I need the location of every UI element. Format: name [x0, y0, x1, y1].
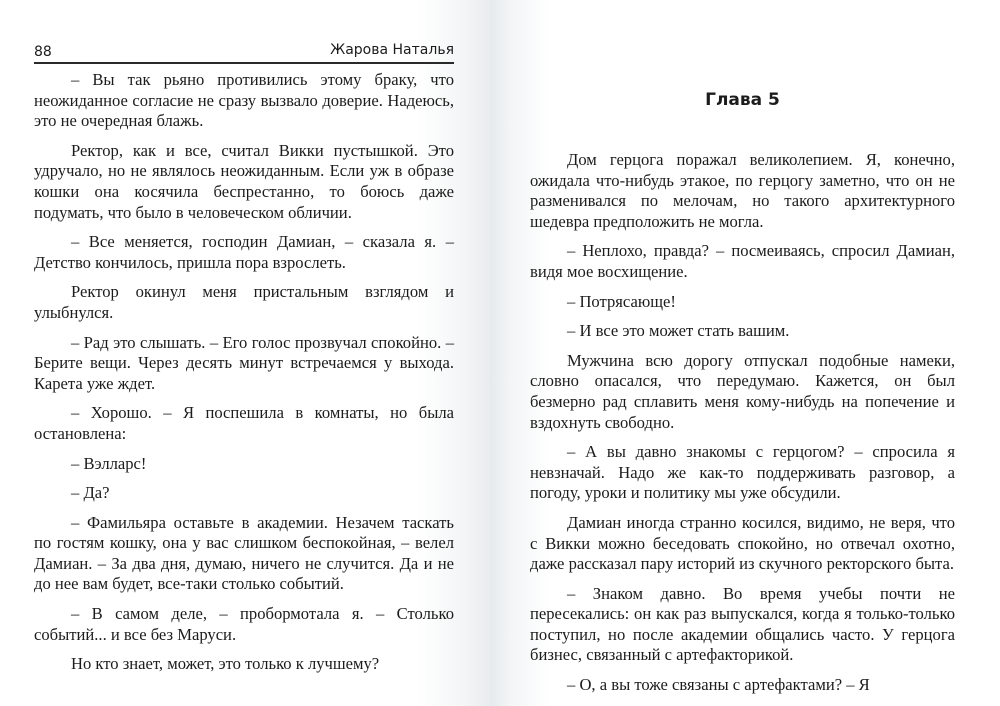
paragraph: Мужчина всю дорогу отпускал подобные намеки, словно опасался, что передумаю. Кажется, он был безмерно рад сплавить меня кому-нибудь на попечение и вздохнуть свободно. — [530, 350, 955, 432]
paragraph: – Вэлларс! — [71, 453, 147, 473]
paragraph: – Знаком давно. Во время учебы почти не пересекались: он как раз выпускался, когда я только-только поступил, но после академии общались часто. У герцога бизнес, связанный с артефакторикой. — [530, 583, 955, 665]
running-head — [34, 40, 454, 64]
paragraph: – А вы давно знакомы с герцогом? – спросила я невзначай. Надо же как-то поддерживать разговор, а погоду, уроки и политику мы уже обсудили. — [530, 442, 955, 503]
paragraph: Ректор окинул меня пристальным взглядом и улыбнулся. — [34, 282, 454, 322]
paragraph: – Потрясающе! — [567, 291, 676, 311]
paragraph: Но кто знает, может, это только к лучшему? — [71, 654, 380, 674]
paragraph: – И все это может стать вашим. — [567, 321, 790, 341]
paragraph: – Хорошо. – Я поспешила в комнаты, но была остановлена: — [34, 403, 454, 443]
page-number: 88 — [34, 44, 52, 60]
paragraph: – Фамильяра оставьте в академии. Незачем таскать по гостям кошку, она у вас слишком беспокойная, – велел Дамиан. – За два дня, думаю, ничего не случится. Да и не до нее вам будет, все-таки столько событий. — [34, 512, 454, 594]
paragraph: Дамиан иногда странно косился, видимо, не веря, что с Викки можно беседовать спокойно, но отвечал охотно, даже рассказал пару историй из скучного ректорского быта. — [530, 512, 955, 574]
paragraph: – В самом деле, – пробормотала я. – Столько событий... и все без Маруси. — [34, 604, 454, 644]
paragraph: – О, а вы тоже связаны с артефактами? – Я — [567, 675, 870, 695]
left-page-text — [34, 70, 454, 684]
paragraph: – Неплохо, правда? – посмеиваясь, спросил Дамиан, видя мое восхищение. — [530, 241, 955, 281]
paragraph: – Да? — [71, 483, 110, 503]
chapter-title: Глава 5 — [705, 90, 780, 110]
paragraph: – Вы так рьяно противились этому браку, что неожиданное согласие не сразу вызвало доверие. Надеюсь, это не очередная блажь. — [34, 70, 454, 131]
right-page-text — [530, 150, 955, 705]
left-page — [0, 0, 490, 706]
paragraph: Дом герцога поражал великолепием. Я, конечно, ожидала что-нибудь этакое, по герцогу заметно, что он не разменивался по мелочам, но такого архитектурного шедевра предположить не могла. — [530, 150, 955, 231]
paragraph: – Все меняется, господин Дамиан, – сказала я. – Детство кончилось, пришла пора взрослеть. — [34, 232, 454, 272]
paragraph: – Рад это слышать. – Его голос прозвучал спокойно. – Берите вещи. Через десять минут встречаемся у выхода. Карета уже ждет. — [34, 332, 454, 393]
author-name: Жарова Наталья — [330, 42, 454, 58]
paragraph: Ректор, как и все, считал Викки пустышкой. Это удручало, но не являлось неожиданным. Если уж в образе кошки она косячила беспрестанно, то боюсь даже подумать, что было в человеческом обличии. — [34, 140, 454, 222]
